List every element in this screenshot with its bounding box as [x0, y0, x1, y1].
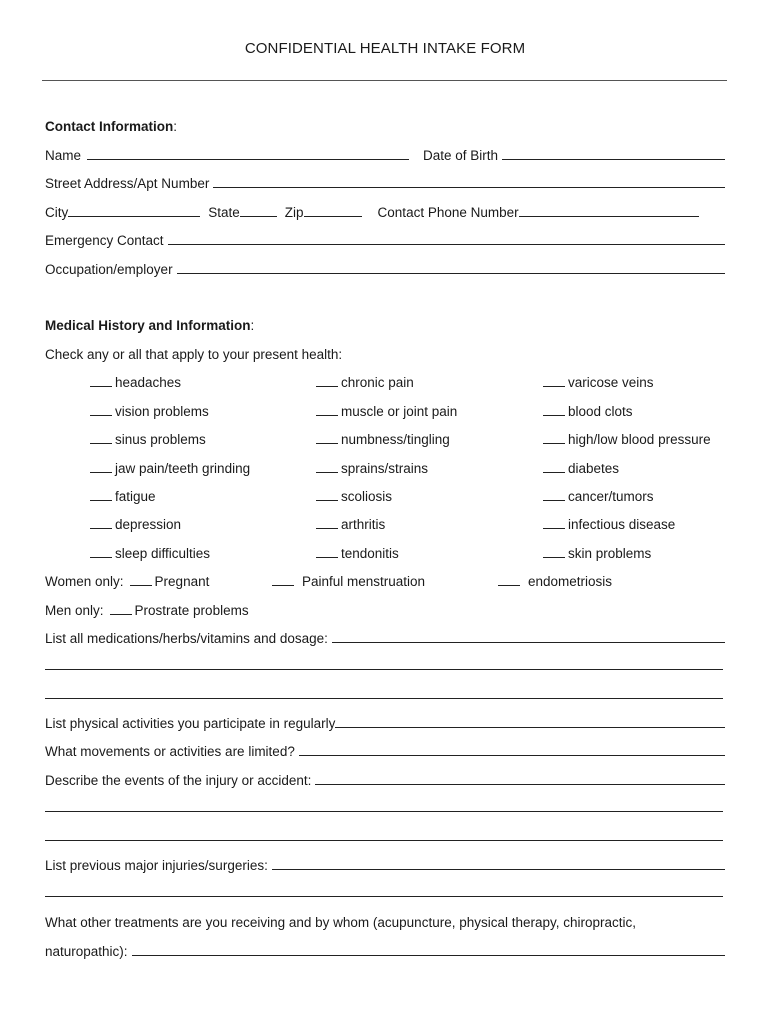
treatments-cont-row — [45, 939, 725, 959]
injury-row — [45, 768, 725, 788]
dob-field[interactable] — [502, 158, 725, 160]
limited-label: What movements or activities are limited? — [45, 744, 295, 759]
checkbox-item[interactable] — [543, 456, 619, 476]
check-blank[interactable] — [90, 556, 112, 558]
checkbox-item[interactable] — [316, 456, 428, 476]
check-blank[interactable] — [543, 471, 565, 473]
checkbox-item[interactable] — [90, 427, 206, 447]
check-blank[interactable] — [316, 442, 338, 444]
surgeries-line-2[interactable] — [45, 896, 723, 897]
check-blank[interactable] — [90, 499, 112, 501]
condition-label: muscle or joint pain — [341, 404, 458, 419]
condition-label: depression — [115, 517, 182, 532]
emergency-field[interactable] — [168, 243, 725, 245]
check-blank[interactable] — [110, 613, 132, 615]
city-label: City — [45, 205, 69, 220]
condition-label: scoliosis — [341, 489, 393, 504]
city-state-zip-phone-row — [45, 200, 725, 220]
condition-label: fatigue — [115, 489, 156, 504]
checkbox-item[interactable] — [90, 399, 209, 419]
surgeries-label: List previous major injuries/surgeries: — [45, 858, 268, 873]
check-blank[interactable] — [90, 471, 112, 473]
condition-label: endometriosis — [528, 574, 613, 589]
condition-label: numbness/tingling — [341, 432, 450, 447]
contact-heading-colon: : — [173, 119, 178, 134]
zip-label: Zip — [284, 205, 304, 220]
emergency-row — [45, 228, 725, 248]
medical-heading: Medical History and Information — [45, 318, 251, 333]
medications-line-3[interactable] — [45, 698, 723, 699]
check-blank[interactable] — [90, 442, 112, 444]
check-blank[interactable] — [543, 556, 565, 558]
condition-label: blood clots — [568, 404, 633, 419]
check-blank[interactable] — [90, 414, 112, 416]
condition-label: headaches — [115, 375, 182, 390]
check-blank[interactable] — [316, 385, 338, 387]
injury-line-3[interactable] — [45, 840, 723, 841]
state-field[interactable] — [240, 215, 277, 217]
occupation-row — [45, 257, 725, 277]
city-field[interactable] — [68, 215, 200, 217]
women-only-row — [45, 569, 209, 589]
check-blank[interactable] — [90, 385, 112, 387]
injury-field[interactable] — [315, 783, 725, 785]
check-blank[interactable] — [543, 527, 565, 529]
street-row — [45, 171, 725, 191]
name-label: Name — [45, 148, 82, 163]
check-blank[interactable] — [316, 471, 338, 473]
condition-label: Painful menstruation — [302, 574, 426, 589]
occupation-label: Occupation/employer — [45, 262, 173, 277]
name-field[interactable] — [87, 158, 409, 160]
condition-label: skin problems — [568, 546, 652, 561]
checkbox-item[interactable] — [543, 484, 654, 504]
condition-label: diabetes — [568, 461, 620, 476]
check-blank[interactable] — [316, 499, 338, 501]
checkbox-item[interactable] — [316, 541, 399, 561]
check-blank[interactable] — [316, 556, 338, 558]
checkbox-item[interactable] — [90, 370, 181, 390]
check-blank[interactable] — [543, 499, 565, 501]
condition-label: jaw pain/teeth grinding — [115, 461, 251, 476]
injury-line-2[interactable] — [45, 811, 723, 812]
checkbox-item[interactable] — [543, 370, 654, 390]
limited-row — [45, 739, 725, 759]
treatments-cont-label: naturopathic): — [45, 944, 128, 959]
medications-label: List all medications/herbs/vitamins and dosage: — [45, 631, 328, 646]
checkbox-item[interactable] — [316, 484, 392, 504]
activities-label: List physical activities you participate in regularly — [45, 716, 336, 731]
checkbox-item[interactable] — [90, 512, 181, 532]
medical-heading-colon: : — [250, 318, 255, 333]
men-only-row — [45, 598, 249, 618]
check-blank[interactable] — [543, 414, 565, 416]
street-field[interactable] — [213, 186, 725, 188]
phone-field[interactable] — [519, 215, 699, 217]
condition-label: high/low blood pressure — [568, 432, 711, 447]
condition-label: cancer/tumors — [568, 489, 654, 504]
medications-row — [45, 626, 725, 646]
check-blank[interactable] — [316, 527, 338, 529]
activities-row — [45, 711, 725, 731]
form-title: CONFIDENTIAL HEALTH INTAKE FORM — [244, 40, 526, 57]
medical-heading-row — [45, 313, 725, 333]
name-dob-row — [45, 143, 725, 163]
check-blank[interactable] — [543, 442, 565, 444]
checkbox-item[interactable] — [543, 512, 675, 532]
men-only-label: Men only: — [45, 603, 104, 618]
checkbox-item[interactable] — [498, 569, 612, 589]
state-label: State — [208, 205, 240, 220]
injury-label: Describe the events of the injury or accident: — [45, 773, 312, 788]
street-label: Street Address/Apt Number — [45, 176, 210, 191]
checkbox-item[interactable] — [316, 370, 414, 390]
checkbox-item[interactable] — [543, 427, 711, 447]
limited-field[interactable] — [299, 754, 725, 756]
phone-label: Contact Phone Number — [377, 205, 519, 220]
check-prompt: Check any or all that apply to your present health: — [45, 347, 343, 362]
condition-label: vision problems — [115, 404, 209, 419]
condition-label: infectious disease — [568, 517, 676, 532]
activities-field[interactable] — [335, 726, 725, 728]
condition-label: sprains/strains — [341, 461, 429, 476]
condition-label: sinus problems — [115, 432, 206, 447]
condition-label: Pregnant — [154, 574, 210, 589]
checkbox-item[interactable] — [90, 484, 156, 504]
check-blank[interactable] — [90, 527, 112, 529]
occupation-field[interactable] — [177, 272, 725, 274]
emergency-label: Emergency Contact — [45, 233, 164, 248]
condition-label: Prostrate problems — [134, 603, 249, 618]
check-prompt-row — [45, 342, 725, 362]
condition-label: arthritis — [341, 517, 386, 532]
treatments-row — [45, 910, 725, 930]
medications-field[interactable] — [332, 641, 725, 643]
contact-heading-row — [45, 114, 725, 134]
checkbox-item[interactable] — [90, 456, 250, 476]
dob-label: Date of Birth — [423, 148, 499, 163]
checkbox-item[interactable] — [316, 512, 385, 532]
condition-label: varicose veins — [568, 375, 654, 390]
checkbox-item[interactable] — [316, 399, 457, 419]
title-divider — [42, 80, 727, 81]
check-blank[interactable] — [130, 584, 152, 586]
treatments-field[interactable] — [132, 954, 725, 956]
check-blank[interactable] — [543, 385, 565, 387]
zip-field[interactable] — [304, 215, 362, 217]
condition-label: tendonitis — [341, 546, 399, 561]
contact-heading: Contact Information — [45, 119, 174, 134]
condition-label: chronic pain — [341, 375, 414, 390]
checkbox-item[interactable] — [90, 541, 210, 561]
surgeries-field[interactable] — [272, 868, 725, 870]
check-blank[interactable] — [498, 584, 520, 586]
checkbox-item[interactable] — [272, 569, 425, 589]
treatments-label: What other treatments are you receiving and by whom (acupuncture, physical therapy, chiropractic, — [45, 915, 637, 930]
checkbox-item[interactable] — [543, 399, 633, 419]
surgeries-row — [45, 853, 725, 873]
check-blank[interactable] — [316, 414, 338, 416]
check-blank[interactable] — [272, 584, 294, 586]
medications-line-2[interactable] — [45, 669, 723, 670]
condition-label: sleep difficulties — [115, 546, 211, 561]
checkbox-item[interactable] — [543, 541, 651, 561]
women-only-label: Women only: — [45, 574, 124, 589]
checkbox-item[interactable] — [316, 427, 450, 447]
